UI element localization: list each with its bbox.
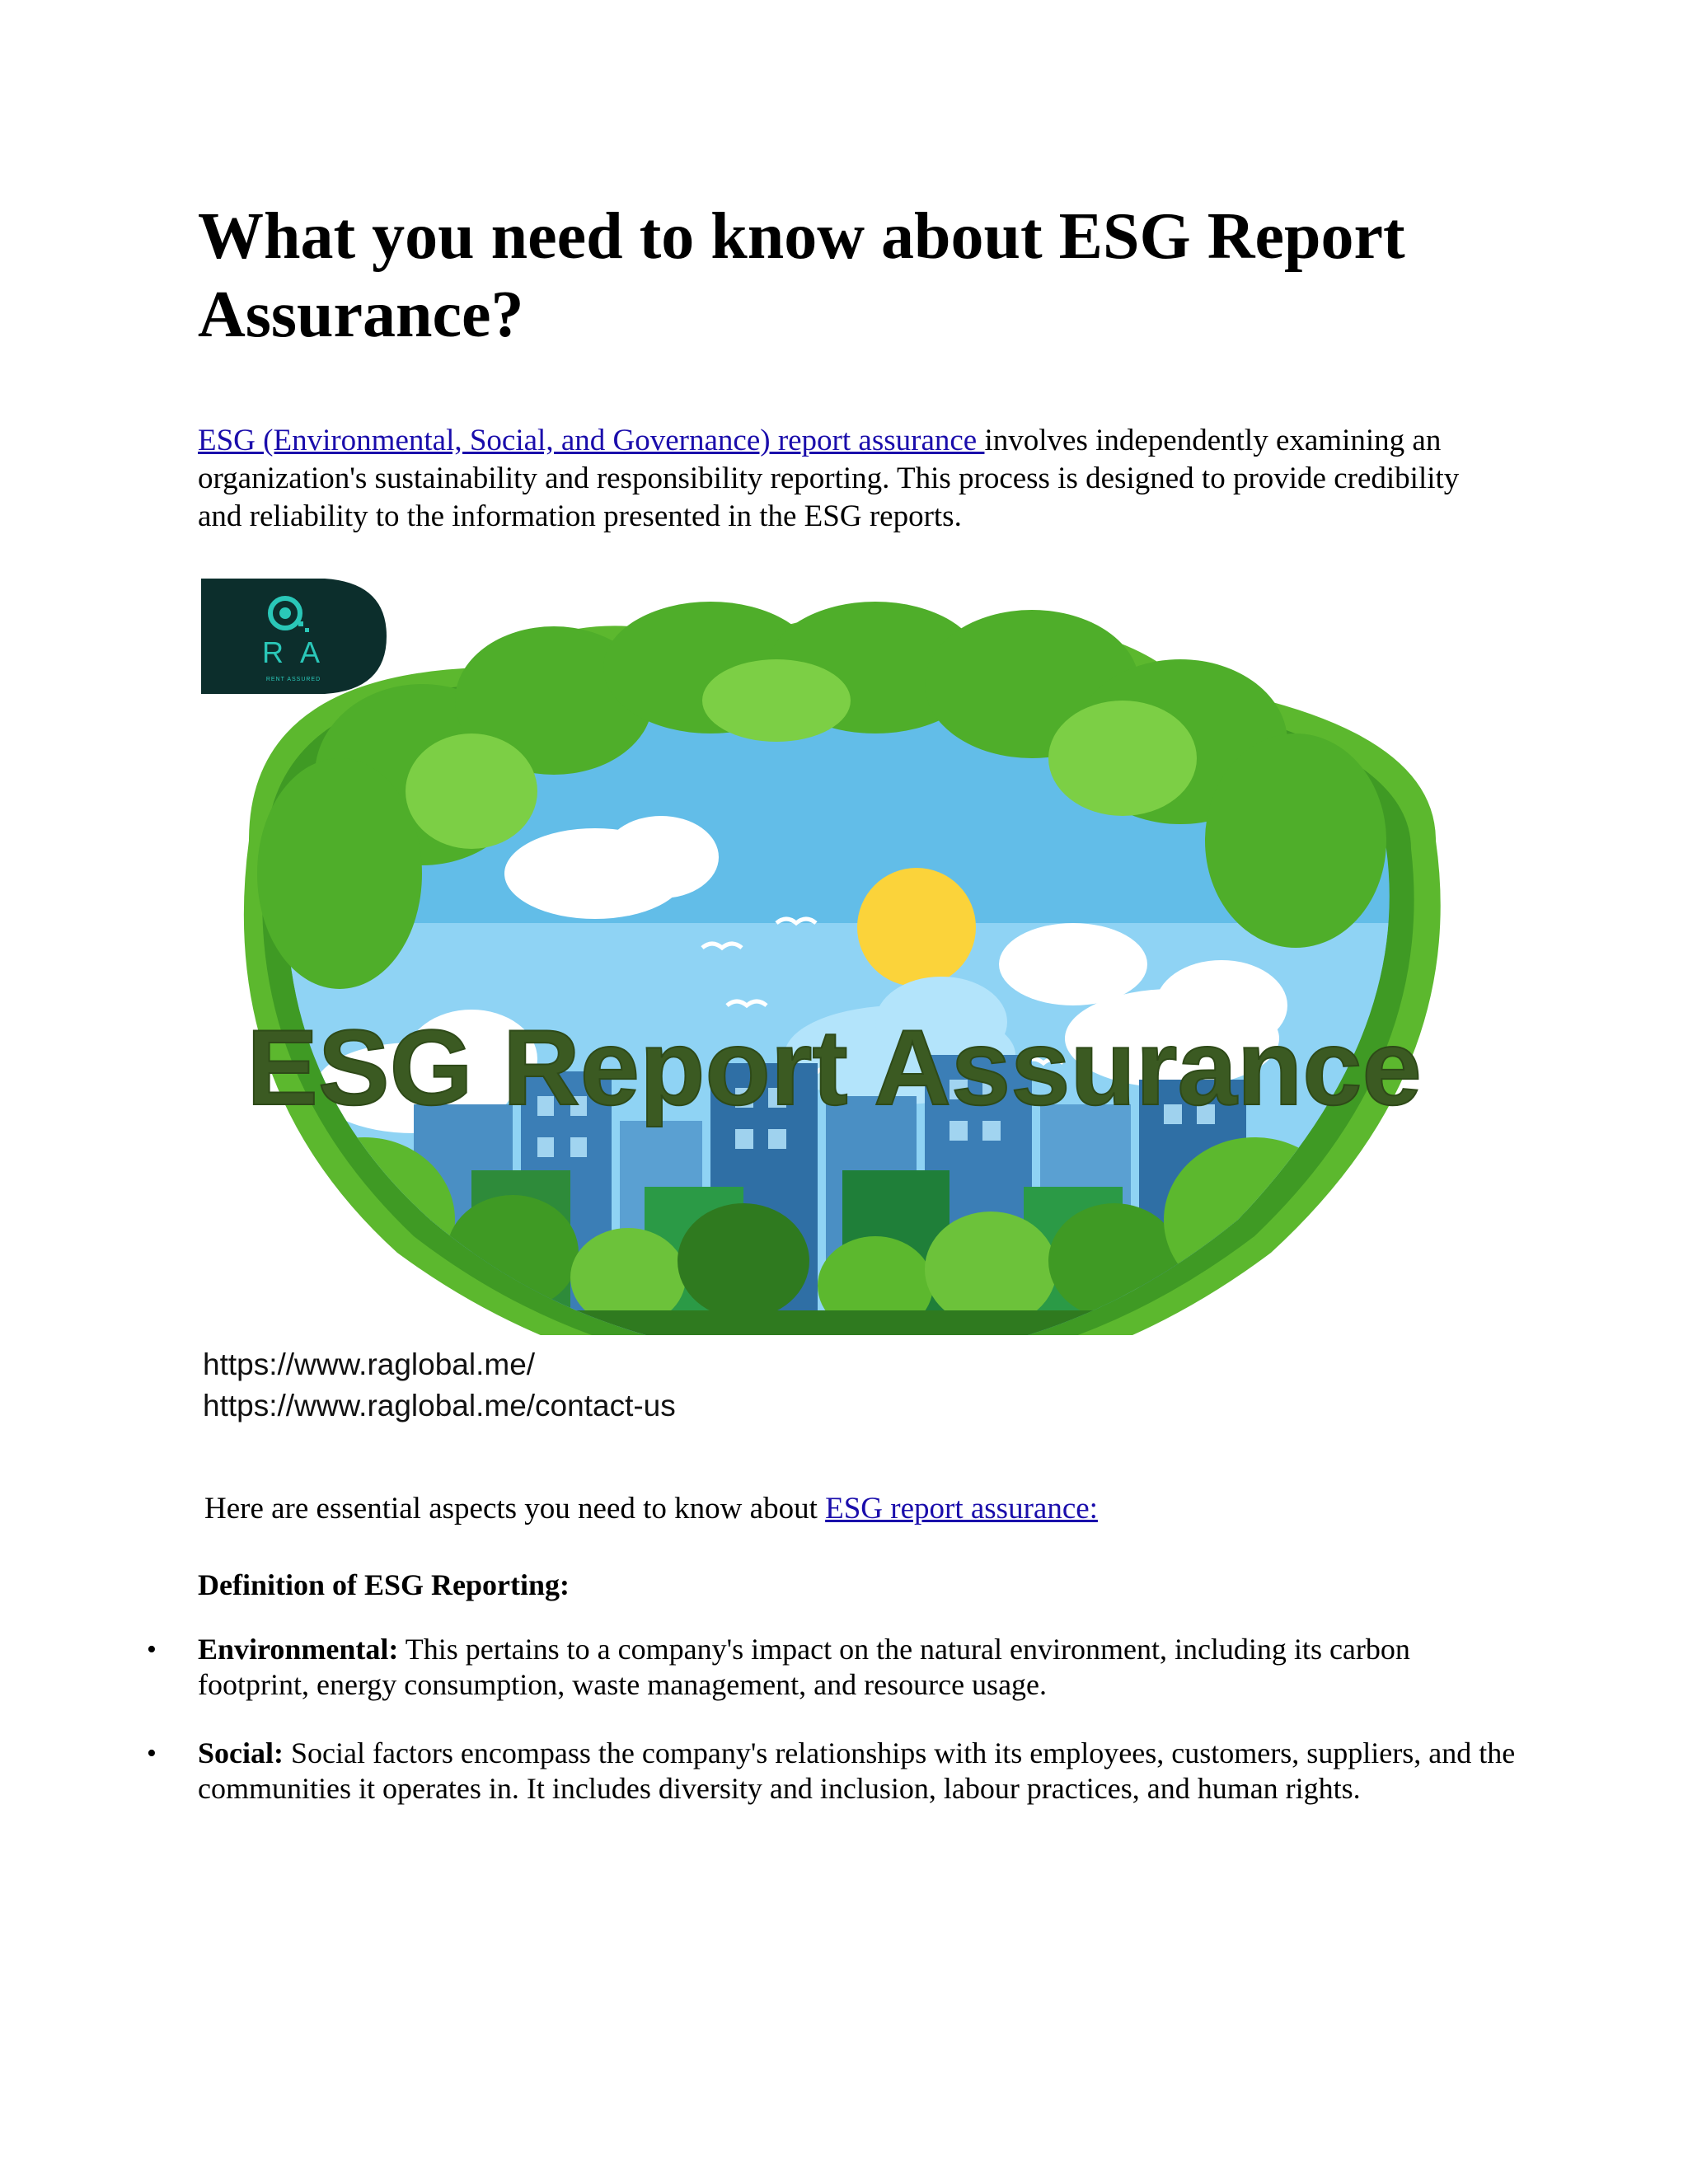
bullet-icon: • [147, 1634, 157, 1665]
ra-logo [201, 579, 387, 694]
intro-paragraph [198, 422, 1484, 536]
list-item-social [147, 1736, 1517, 1807]
definition-heading: Definition of ESG Reporting: [198, 1568, 570, 1601]
aspects-lead-text: Here are essential aspects you need to know about [204, 1492, 826, 1526]
aspects-lead [204, 1490, 1098, 1528]
esg-assurance-link[interactable]: ESG (Environmental, Social, and Governance) report assurance [198, 424, 985, 457]
intro-text: involves independently examining an organization's sustainability and responsibility reporting. This process is designed to provide credibility and reliability to the information presented in the ESG reports. [198, 424, 1460, 533]
hero-url-contact: https://www.raglobal.me/contact-us [203, 1389, 676, 1422]
banner-title: ESG Report Assurance [246, 1007, 1422, 1127]
sun [857, 868, 976, 987]
esg-definition-list [147, 1632, 1517, 1840]
logo-subtext: RENT ASSURED [265, 677, 321, 682]
bullet-text: This pertains to a company's impact on the natural environment, including its carbon footprint, energy consumption, waste management, and resource usage. [198, 1633, 1410, 1701]
hero-image [199, 577, 1469, 1442]
bullet-term: Social: [198, 1736, 284, 1769]
esg-illustration [199, 577, 1469, 1335]
logo-letters: R A [261, 635, 326, 669]
hero-url-home: https://www.raglobal.me/ [203, 1347, 536, 1381]
page-title: What you need to know about ESG Report Assurance? [198, 200, 1405, 351]
esg-report-assurance-link[interactable]: ESG report assurance: [825, 1492, 1098, 1526]
bullet-term: Environmental: [198, 1633, 399, 1666]
bullet-text: Social factors encompass the company's relationships with its employees, customers, suppliers, and the communities it operates in. It includes diversity and inclusion, labour practices, and human rights. [198, 1736, 1516, 1805]
bullet-icon: • [147, 1738, 157, 1769]
list-item-environmental [147, 1632, 1517, 1703]
